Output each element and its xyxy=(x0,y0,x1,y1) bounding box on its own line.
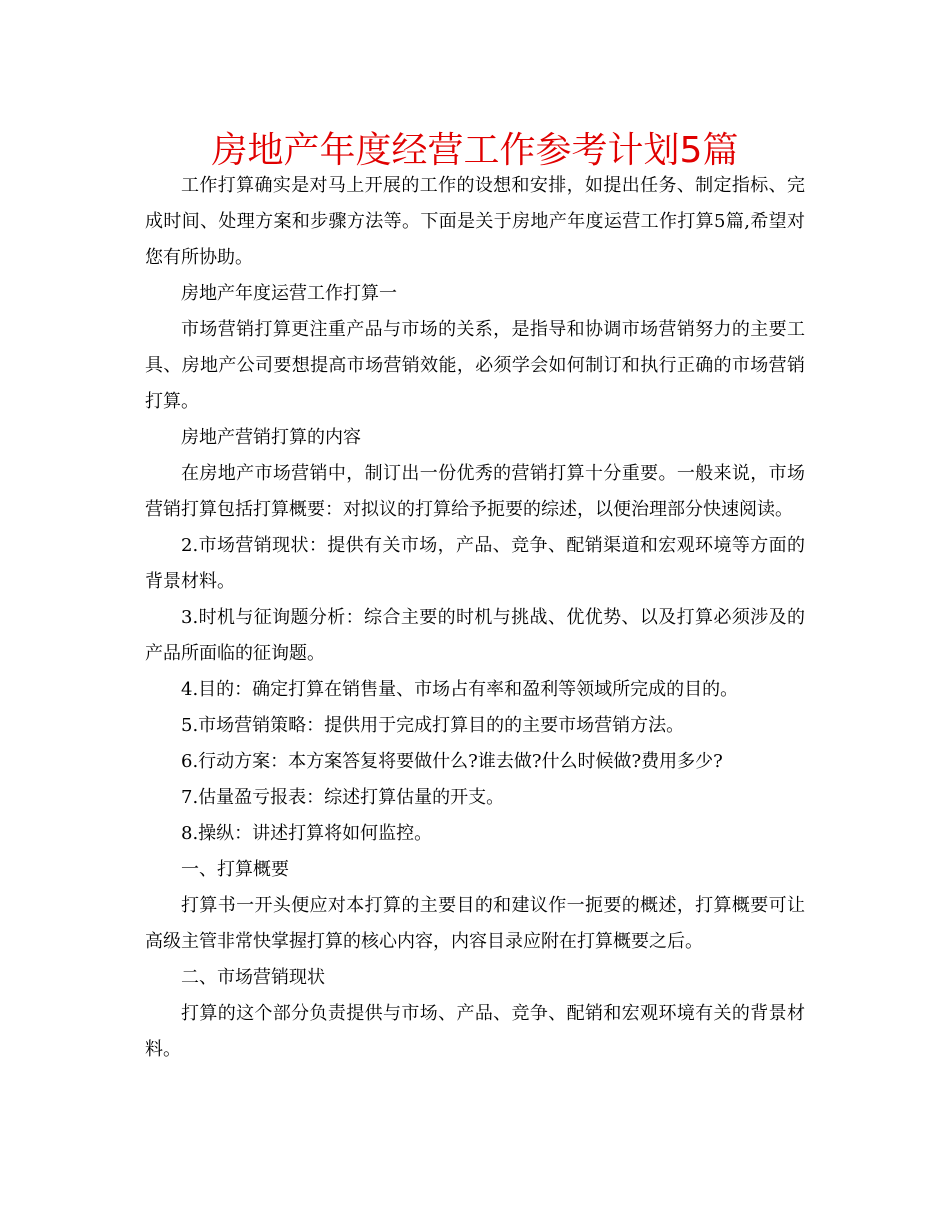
paragraph: 打算的这个部分负责提供与市场、产品、竞争、配销和宏观环境有关的背景材料。 xyxy=(145,1003,805,1060)
section-heading: 房地产营销打算的内容 xyxy=(181,427,361,448)
list-item: 7.估量盈亏报表：综述打算估量的开支。 xyxy=(181,787,505,808)
list-item: 2.市场营销现状：提供有关市场，产品、竞争、配销渠道和宏观环境等方面的背景材料。 xyxy=(145,535,805,592)
section-heading: 房地产年度运营工作打算一 xyxy=(181,283,397,304)
list-item: 6.行动方案：本方案答复将要做什么?谁去做?什么时候做?费用多少? xyxy=(181,751,723,772)
list-item: 3.时机与征询题分析：综合主要的时机与挑战、优优势、以及打算必须涉及的产品所面临的征询题。 xyxy=(145,607,805,664)
section-heading: 二、市场营销现状 xyxy=(181,967,325,988)
paragraph: 工作打算确实是对马上开展的工作的设想和安排，如提出任务、制定指标、完成时间、处理方案和步骤方法等。下面是关于房地产年度运营工作打算5篇,希望对您有所协助。 xyxy=(145,175,805,268)
document-body xyxy=(145,168,805,1068)
list-item: 5.市场营销策略：提供用于完成打算目的的主要市场营销方法。 xyxy=(181,715,685,736)
section-heading: 一、打算概要 xyxy=(181,859,289,880)
paragraph: 打算书一开头便应对本打算的主要目的和建议作一扼要的概述，打算概要可让高级主管非常快掌握打算的核心内容，内容目录应附在打算概要之后。 xyxy=(145,895,805,952)
paragraph: 在房地产市场营销中，制订出一份优秀的营销打算十分重要。一般来说，市场营销打算包括打算概要：对拟议的打算给予扼要的综述，以便治理部分快速阅读。 xyxy=(145,463,805,520)
document-title: 房地产年度经营工作参考计划5篇 xyxy=(211,130,739,171)
list-item: 8.操纵：讲述打算将如何监控。 xyxy=(181,823,433,844)
paragraph: 市场营销打算更注重产品与市场的关系，是指导和协调市场营销努力的主要工具、房地产公司要想提高市场营销效能，必须学会如何制订和执行正确的市场营销打算。 xyxy=(145,319,805,412)
list-item: 4.目的：确定打算在销售量、市场占有率和盈利等领域所完成的目的。 xyxy=(181,679,739,700)
